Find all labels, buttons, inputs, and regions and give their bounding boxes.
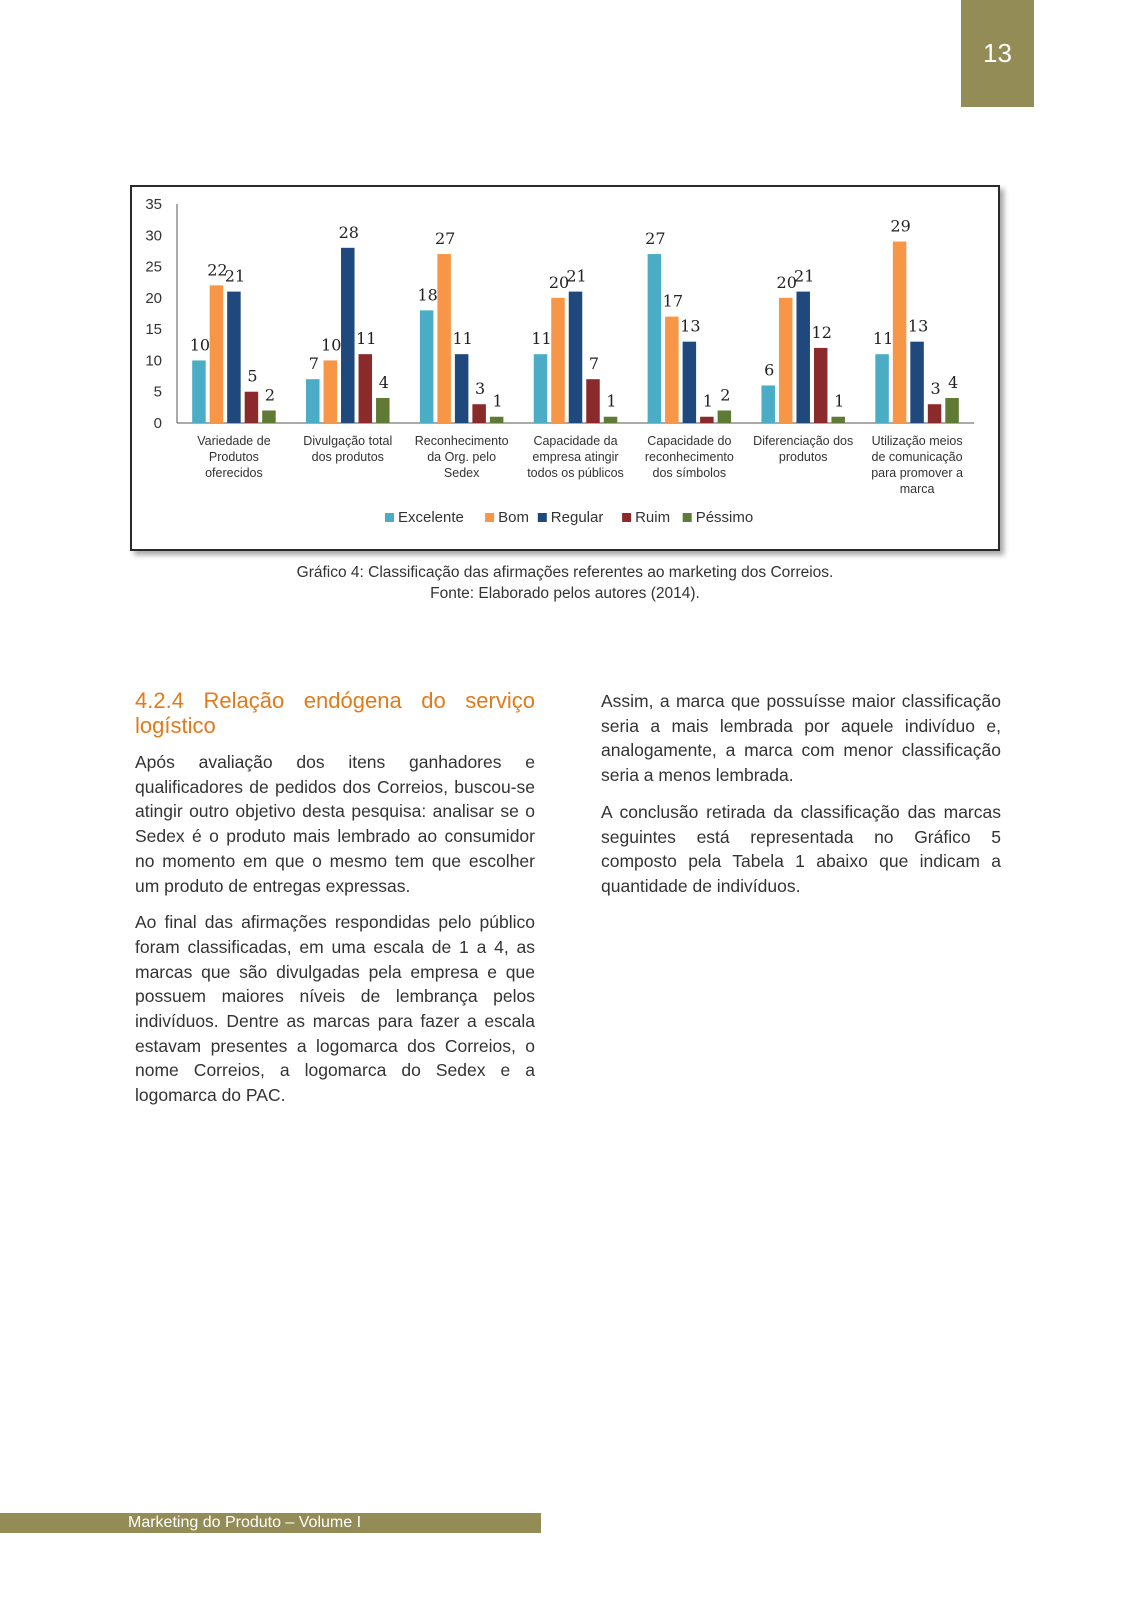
- data-label: 13: [907, 316, 929, 336]
- bar: [604, 417, 618, 423]
- category-label: Reconhecimento: [414, 434, 509, 448]
- category-label: Sedex: [443, 466, 480, 480]
- data-label: 20: [548, 272, 570, 292]
- y-tick-label: 20: [145, 289, 162, 307]
- bar: [569, 292, 583, 423]
- legend-swatch: [622, 513, 631, 522]
- y-tick-label: 0: [153, 415, 162, 432]
- category-label: dos símbolos: [652, 466, 727, 480]
- category-label: Capacidade do: [647, 434, 732, 448]
- bar: [192, 360, 206, 423]
- data-label: 27: [434, 229, 456, 249]
- data-label: 11: [872, 329, 894, 349]
- category-label: todos os públicos: [527, 466, 624, 480]
- bar: [928, 404, 942, 423]
- category-label: oferecidos: [205, 466, 263, 480]
- bar: [700, 417, 714, 423]
- category-label: reconhecimento: [644, 450, 734, 464]
- y-tick-label: 15: [145, 321, 162, 339]
- y-tick-label: 35: [145, 196, 162, 213]
- data-label: 5: [247, 366, 258, 386]
- data-label: 7: [308, 354, 319, 374]
- data-label: 1: [606, 391, 617, 411]
- data-label: 3: [930, 379, 941, 399]
- legend-label: Péssimo: [695, 509, 754, 526]
- data-label: 3: [475, 379, 486, 399]
- bar: [683, 342, 697, 423]
- left-column: [135, 688, 535, 1120]
- category-label: Divulgação total: [303, 434, 393, 448]
- bar: [761, 385, 775, 423]
- data-label: 11: [356, 329, 377, 349]
- bar: [586, 379, 600, 423]
- bar: [718, 410, 732, 423]
- category-label: Variedade de: [197, 434, 271, 448]
- category-label: empresa atingir: [532, 450, 619, 464]
- paragraph: Após avaliação dos itens ganhadores e qualificadores de pedidos dos Correios, buscou-se atingir outro objetivo desta pesquisa: analisar se o Sedex é o produto mais lembrado ao consumidor no momento em que o mesmo tem que escolher um produto de entregas expressas.: [135, 752, 535, 896]
- data-label: 7: [588, 354, 600, 374]
- category-label: marca: [899, 482, 935, 496]
- bar: [551, 298, 565, 423]
- bar: [376, 398, 390, 423]
- bar: [779, 298, 793, 423]
- data-label: 21: [794, 266, 815, 286]
- data-label: 20: [776, 272, 797, 292]
- legend-swatch: [385, 513, 394, 522]
- bar: [359, 354, 373, 423]
- bar: [534, 354, 548, 423]
- bar: [665, 317, 679, 423]
- bar: [893, 242, 907, 423]
- footer-title: Marketing do Produto – Volume I: [0, 1513, 541, 1533]
- legend-label: Regular: [550, 509, 604, 526]
- bar: [341, 248, 355, 423]
- paragraph: Assim, a marca que possuísse maior classificação seria a mais lembrada por aquele indivíduo e, analogamente, a marca com menor classificação seria a menos lembrada.: [601, 691, 1001, 786]
- data-label: 2: [720, 385, 731, 405]
- data-label: 2: [264, 385, 276, 405]
- bar: [814, 348, 828, 423]
- bar: [472, 404, 486, 423]
- figure-caption: Gráfico 4: Classificação das afirmações referentes ao marketing dos Correios.: [296, 564, 834, 581]
- y-tick-label: 10: [145, 352, 162, 370]
- legend-swatch: [485, 513, 494, 522]
- chart-frame: [130, 185, 1000, 551]
- bar: [455, 354, 469, 423]
- bar: [490, 417, 504, 423]
- data-label: 4: [378, 372, 389, 392]
- category-label: Produtos: [208, 450, 259, 464]
- data-label: 10: [189, 335, 211, 355]
- data-label: 12: [811, 322, 832, 342]
- y-tick-label: 30: [145, 227, 162, 245]
- paragraph: A conclusão retirada da classificação das marcas seguintes está representada no Gráfico 5 composto pela Tabela 1 abaixo que indicam a quantidade de indivíduos.: [601, 801, 1001, 896]
- data-label: 1: [834, 391, 845, 411]
- legend-label: Bom: [498, 509, 529, 526]
- y-tick-label: 5: [153, 383, 162, 401]
- bar: [437, 254, 451, 423]
- category-label: dos produtos: [311, 450, 384, 464]
- bar-chart: [132, 187, 998, 549]
- bar: [875, 354, 889, 423]
- data-label: 10: [321, 335, 342, 355]
- category-label: Diferenciação dos: [753, 434, 854, 448]
- figure-source: Fonte: Elaborado pelos autores (2014).: [430, 585, 700, 602]
- page-number: 13: [961, 0, 1034, 107]
- category-label: da Org. pelo: [427, 450, 497, 464]
- data-label: 11: [531, 329, 552, 349]
- bar: [945, 398, 959, 423]
- data-label: 13: [680, 316, 701, 336]
- data-label: 1: [492, 391, 503, 411]
- data-label: 28: [338, 222, 359, 242]
- bar: [910, 342, 924, 423]
- bar: [245, 392, 259, 423]
- legend-swatch: [683, 513, 692, 522]
- data-label: 21: [224, 266, 246, 286]
- bar: [796, 292, 810, 423]
- bar: [210, 285, 224, 423]
- category-label: de comunicação: [871, 450, 963, 464]
- bar: [420, 310, 434, 423]
- bar: [831, 417, 845, 423]
- bar: [306, 379, 320, 423]
- category-label: produtos: [778, 450, 828, 464]
- bar: [262, 410, 276, 423]
- bar: [648, 254, 662, 423]
- category-label: Utilização meios: [871, 434, 963, 448]
- bar: [227, 292, 241, 423]
- data-label: 4: [947, 372, 959, 392]
- data-label: 17: [662, 291, 684, 311]
- category-label: Capacidade da: [533, 434, 618, 448]
- bar: [324, 360, 338, 423]
- data-label: 22: [207, 260, 228, 280]
- right-column: [601, 689, 1001, 911]
- paragraph: Ao final das afirmações respondidas pelo público foram classificadas, em uma escala de 1 a 4, as marcas que são divulgadas pela empresa e que possuem maiores níveis de lembrança pelos indivíduos. Dentre as marcas para fazer a escala estavam presentes a logomarca dos Correios, o nome Correios, a logomarca do Sedex e a logomarca do PAC.: [135, 912, 535, 1106]
- data-label: 1: [702, 391, 713, 411]
- data-label: 11: [452, 329, 473, 349]
- data-label: 27: [645, 229, 666, 249]
- legend-label: Ruim: [635, 509, 671, 526]
- data-label: 21: [566, 266, 587, 286]
- data-label: 29: [890, 216, 911, 236]
- data-label: 18: [417, 285, 438, 305]
- category-label: para promover a: [871, 466, 963, 480]
- section-heading: 4.2.4 Relação endógena do serviço logístico: [135, 688, 535, 738]
- data-label: 6: [764, 360, 775, 380]
- y-tick-label: 25: [145, 258, 162, 276]
- legend-label: Excelente: [398, 509, 464, 526]
- legend-swatch: [538, 513, 547, 522]
